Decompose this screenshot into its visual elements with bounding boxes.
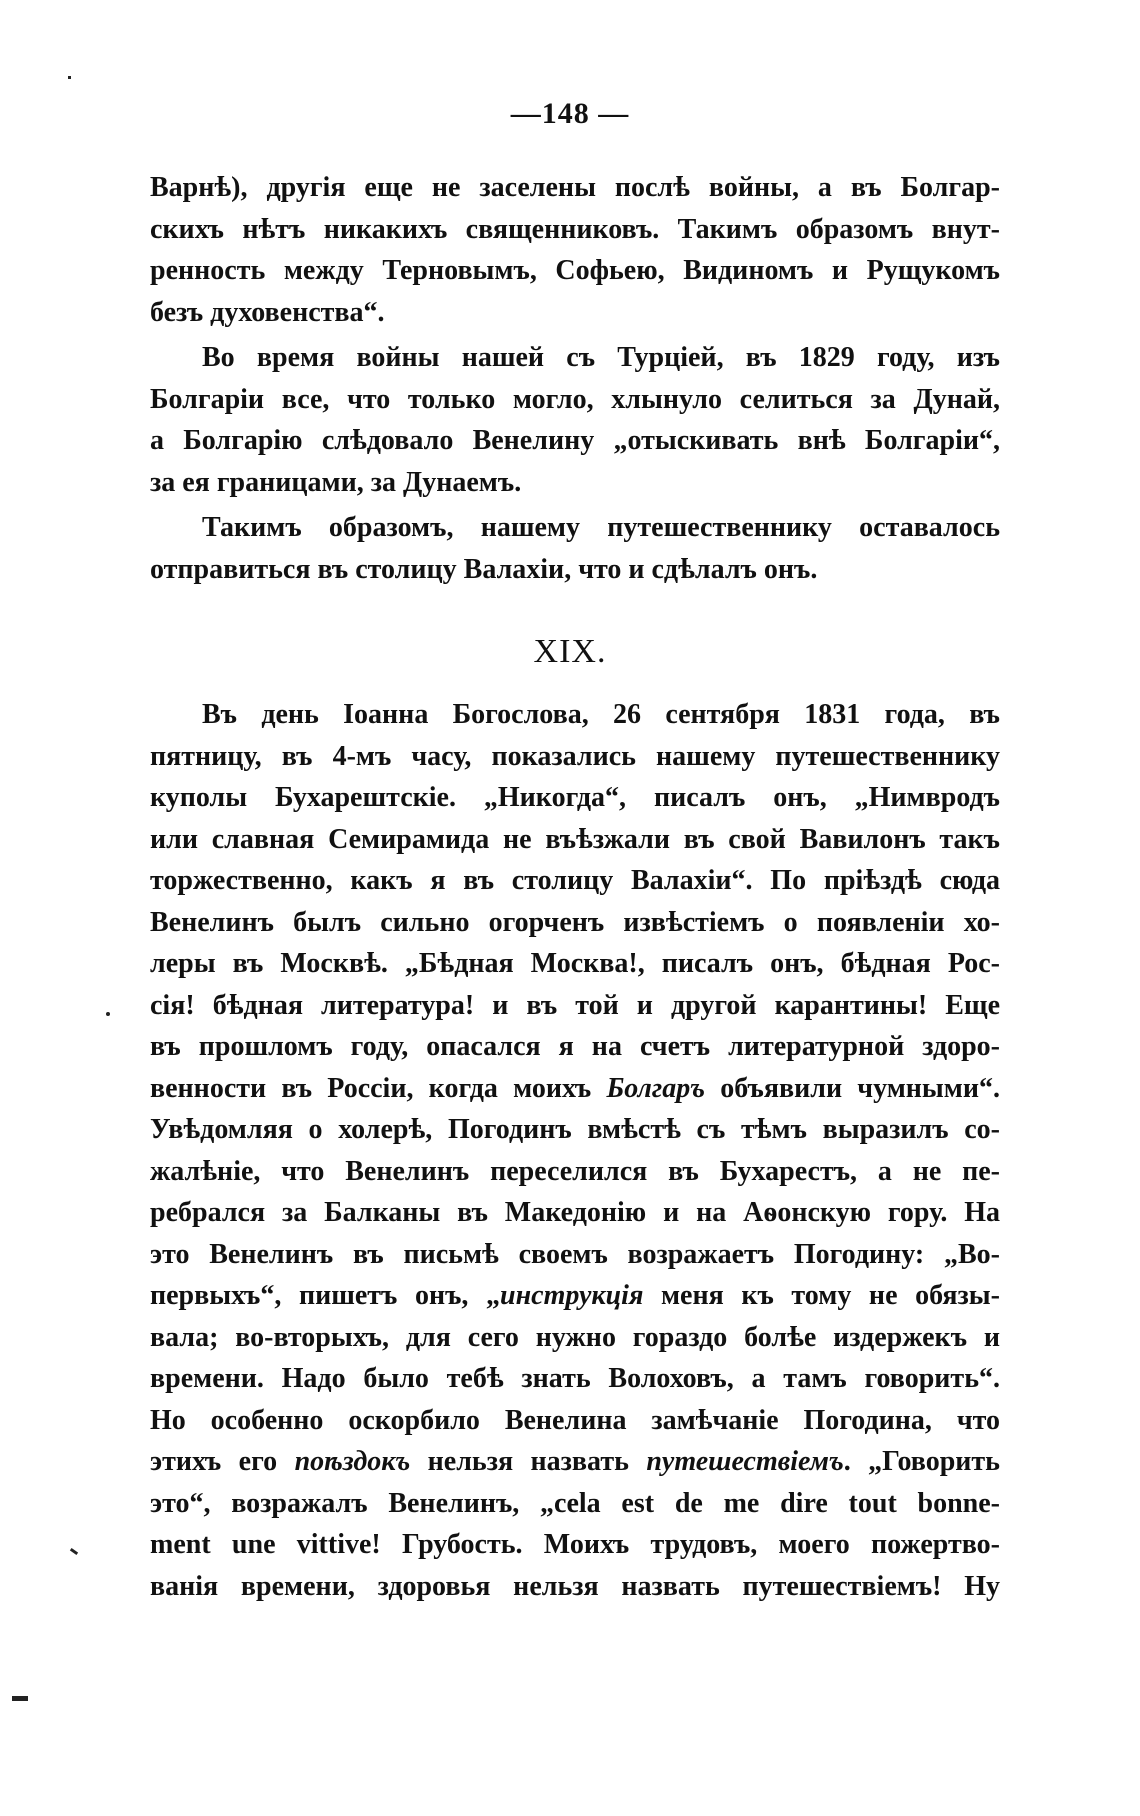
text-run: меня къ тому не обязы-: [643, 1280, 1000, 1311]
text-line: или славная Семирамида не въѣзжали въ свой Вавилонъ такъ: [150, 823, 1000, 855]
text-line: безъ духовенства“.: [150, 296, 385, 328]
text-line: это“, возражалъ Венелинъ, „cela est de me dire tout bonne-: [150, 1487, 1000, 1519]
text-line: ванія времени, здоровья нельзя назвать путешествіемъ! Ну: [150, 1570, 1000, 1602]
text-line: торжественно, какъ я въ столицу Валахіи“. По пріѣздѣ сюда: [150, 865, 1000, 896]
text-run: венности въ Россіи, когда моихъ: [150, 1072, 607, 1104]
section-heading: XIX.: [533, 633, 607, 670]
text-line: времени. Надо было тебѣ знать Волоховъ, а тамъ говорить“.: [150, 1363, 1000, 1394]
text-run: этихъ его: [150, 1446, 295, 1477]
text-line: сія! бѣдная литература! и въ той и другой карантины! Еще: [150, 989, 1000, 1021]
text-line: Болгаріи все, что только могло, хлынуло селиться за Дунай,: [150, 383, 1000, 415]
text-run: первыхъ“, пишетъ онъ, „: [150, 1280, 501, 1311]
italic-text: путешествіемъ: [646, 1446, 844, 1477]
page-number: —148 —: [510, 97, 630, 130]
text-run: нельзя назвать: [410, 1446, 647, 1477]
text-line: жалѣніе, что Венелинъ переселился въ Бухарестъ, а не пе-: [150, 1155, 1000, 1187]
scan-speck: [70, 1548, 78, 1555]
text-line: [150, 1275, 1000, 1317]
text-line: пятницу, въ 4-мъ часу, показались нашему путешественнику: [150, 740, 1000, 772]
paragraph-1: [150, 167, 1000, 333]
italic-text: поѣздокъ: [294, 1446, 411, 1477]
text-line: леры въ Москвѣ. „Бѣдная Москва!, писалъ онъ, бѣдная Рос-: [150, 948, 1000, 979]
text-run: объявили чумными“.: [705, 1072, 1000, 1104]
text-line: за ея границами, за Дунаемъ.: [150, 466, 522, 498]
italic-text: инструкція: [500, 1280, 644, 1311]
paragraph-2: [150, 337, 1000, 503]
text-line: [150, 1441, 1000, 1483]
scan-speck: [68, 76, 71, 79]
scan-speck: [106, 1012, 110, 1016]
paragraph-3: [150, 507, 1000, 590]
text-line: Во время войны нашей съ Турціей, въ 1829 году, изъ: [202, 342, 1000, 373]
text-block-top: [150, 167, 1000, 594]
text-line: Варнѣ), другія еще не заселены послѣ войны, а въ Болгар-: [150, 172, 1000, 203]
text-line: это Венелинъ въ письмѣ своемъ возражаетъ Погодину: „Во-: [150, 1238, 1000, 1270]
text-line: Но особенно оскорбило Венелина замѣчаніе Погодина, что: [150, 1404, 1000, 1436]
text-line: а Болгарію слѣдовало Венелину „отыскивать внѣ Болгаріи“,: [150, 425, 1000, 456]
text-line: Въ день Іоанна Богослова, 26 сентября 1831 года, въ: [202, 699, 1000, 730]
scan-speck: [12, 1696, 28, 1701]
text-line: Венелинъ былъ сильно огорченъ извѣстіемъ о появленіи хо-: [150, 906, 1000, 938]
text-line: Такимъ образомъ, нашему путешественнику оставалось: [202, 512, 1000, 543]
text-line: ренность между Терновымъ, Софьею, Видиномъ и Рущукомъ: [150, 255, 1000, 286]
text-line: ребрался за Балканы въ Македонію и на Аѳонскую гору. На: [150, 1197, 1000, 1228]
italic-text: Болгаръ: [606, 1072, 705, 1104]
text-run: . „Говорить: [843, 1446, 1000, 1477]
text-line: Увѣдомляя о холерѣ, Погодинъ вмѣстѣ съ тѣмъ выразилъ со-: [150, 1114, 1000, 1145]
text-line: куполы Бухарештскіе. „Никогда“, писалъ онъ, „Нимвродъ: [150, 782, 1000, 813]
text-line: [150, 1068, 1000, 1110]
text-line: скихъ нѣтъ никакихъ священниковъ. Такимъ образомъ внут-: [150, 213, 1000, 245]
text-line: въ прошломъ году, опасался я на счетъ литературной здоро-: [150, 1031, 1000, 1062]
text-line: ment une vittive! Грубость. Моихъ трудовъ, моего пожертво-: [150, 1529, 1000, 1560]
text-block-section-xix: [150, 694, 1000, 1607]
text-line: вала; во-вторыхъ, для сего нужно гораздо болѣе издержекъ и: [150, 1321, 1000, 1353]
text-line: отправиться въ столицу Валахіи, что и сдѣлалъ онъ.: [150, 553, 818, 585]
